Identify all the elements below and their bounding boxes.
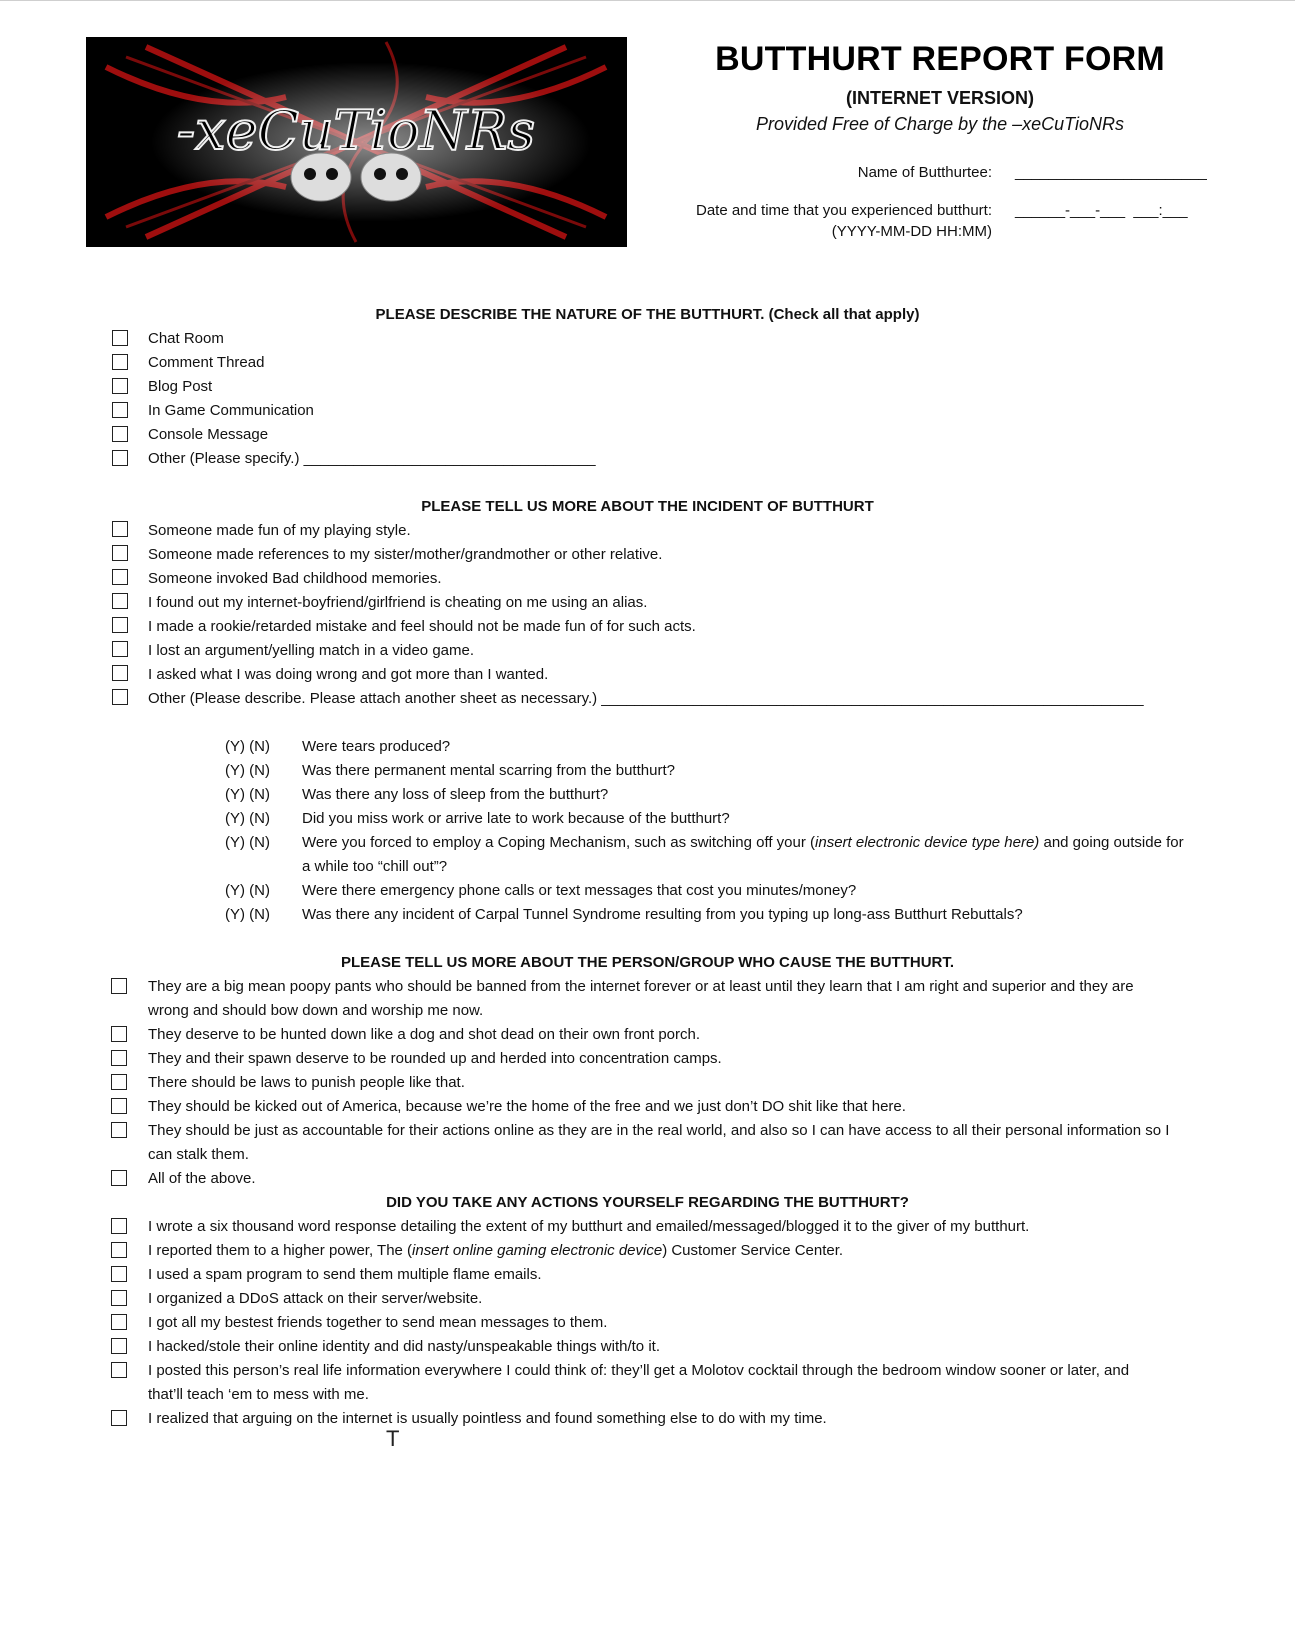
incident-item: I found out my internet-boyfriend/girlfriend is cheating on me using an alias. <box>148 594 648 611</box>
checkbox[interactable] <box>111 978 127 994</box>
option-other: Other (Please specify.) ___________________________________ <box>148 450 596 467</box>
checkbox[interactable] <box>112 617 128 633</box>
reported-italic: insert online gaming electronic device <box>412 1242 663 1259</box>
option-in-game: In Game Communication <box>148 402 314 419</box>
checkbox[interactable] <box>111 1218 127 1234</box>
date-label: Date and time that you experienced butthurt: <box>695 202 992 219</box>
action-item: I wrote a six thousand word response detailing the extent of my butthurt and emailed/messaged/blogged it to the giver of my butthurt. <box>148 1218 1030 1235</box>
yn-question: Was there any incident of Carpal Tunnel Syndrome resulting from you typing up long-ass Butthurt Rebuttals? <box>302 906 1023 923</box>
yn-choice[interactable]: (Y) (N) <box>225 786 270 803</box>
person-item: They are a big mean poopy pants who should be banned from the internet forever or at least until they learn that I am right and superior and they are <box>148 978 1134 995</box>
yn-choice[interactable]: (Y) (N) <box>225 810 270 827</box>
yn-choice[interactable]: (Y) (N) <box>225 762 270 779</box>
form-title: BUTTHURT REPORT FORM <box>715 40 1165 78</box>
checkbox[interactable] <box>111 1314 127 1330</box>
reported-tail: ) Customer Service Center. <box>662 1242 844 1259</box>
logo-text: -xeCuTioNRs <box>176 99 536 162</box>
incident-item: I made a rookie/retarded mistake and feel should not be made fun of for such acts. <box>148 618 696 635</box>
checkbox[interactable] <box>112 569 128 585</box>
checkbox[interactable] <box>112 450 128 466</box>
checkbox[interactable] <box>111 1050 127 1066</box>
checkbox[interactable] <box>111 1074 127 1090</box>
action-item-cont: that’ll teach ‘em to mess with me. <box>148 1386 369 1403</box>
yn-choice[interactable]: (Y) (N) <box>225 906 270 923</box>
checkbox[interactable] <box>111 1098 127 1114</box>
checkbox[interactable] <box>112 378 128 394</box>
form-subtitle: (INTERNET VERSION) <box>845 88 1034 108</box>
coping-paren: ( <box>810 834 816 851</box>
person-item: There should be laws to punish people like that. <box>148 1074 465 1091</box>
text-cursor-icon: T <box>386 1426 400 1451</box>
yn-question: Was there permanent mental scarring from the butthurt? <box>302 762 675 779</box>
person-item: All of the above. <box>148 1170 256 1187</box>
incident-item: I asked what I was doing wrong and got more than I wanted. <box>148 666 549 683</box>
section-actions-heading: DID YOU TAKE ANY ACTIONS YOURSELF REGARDING THE BUTTHURT? <box>386 1194 909 1211</box>
action-item: I hacked/stole their online identity and did nasty/unspeakable things with/to it. <box>148 1338 660 1355</box>
incident-item: Someone made references to my sister/mother/grandmother or other relative. <box>148 546 663 563</box>
person-item-cont: can stalk them. <box>148 1146 249 1163</box>
option-comment-thread: Comment Thread <box>148 354 265 371</box>
incident-item: I lost an argument/yelling match in a video game. <box>148 642 475 659</box>
action-item: I organized a DDoS attack on their server/website. <box>148 1290 483 1307</box>
yn-question: Did you miss work or arrive late to work because of the butthurt? <box>302 810 730 827</box>
action-item: I realized that arguing on the internet is usually pointless and found something else to do with my time. <box>148 1410 827 1427</box>
option-blog-post: Blog Post <box>148 378 213 395</box>
reported-text: I reported them to a higher power, The ( <box>148 1242 413 1259</box>
yn-choice[interactable]: (Y) (N) <box>225 834 270 851</box>
checkbox[interactable] <box>111 1026 127 1042</box>
yn-question: Were tears produced? <box>302 738 451 755</box>
option-console-message: Console Message <box>148 426 269 443</box>
yn-question-coping <box>302 834 1184 851</box>
checkbox[interactable] <box>111 1122 127 1138</box>
checkbox[interactable] <box>112 521 128 537</box>
name-label: Name of Butthurtee: <box>857 164 992 181</box>
person-item: They should be kicked out of America, because we’re the home of the free and we just don’t DO shit like that here. <box>148 1098 906 1115</box>
person-item: They should be just as accountable for their actions online as they are in the real world, and also so I can have access to all their personal information so I <box>148 1122 1170 1139</box>
coping-italic: insert electronic device type here) <box>815 834 1040 851</box>
xecutioners-logo <box>86 37 627 247</box>
coping-tail: and going outside for <box>1039 834 1184 851</box>
yn-question: Was there any loss of sleep from the butthurt? <box>302 786 609 803</box>
yn-question-coping-line2: a while too “chill out”? <box>302 858 448 875</box>
action-item: I used a spam program to send them multiple flame emails. <box>148 1266 542 1283</box>
checkbox[interactable] <box>111 1266 127 1282</box>
section-nature-heading: PLEASE DESCRIBE THE NATURE OF THE BUTTHURT. (Check all that apply) <box>375 306 920 323</box>
checkbox[interactable] <box>112 545 128 561</box>
person-item-cont: wrong and should bow down and worship me now. <box>148 1002 484 1019</box>
person-item: They deserve to be hunted down like a dog and shot dead on their own front porch. <box>148 1026 701 1043</box>
coping-text: Were you forced to employ a Coping Mechanism, such as switching off your <box>302 834 806 851</box>
date-format: (YYYY-MM-DD HH:MM) <box>831 223 992 240</box>
person-item: They and their spawn deserve to be rounded up and herded into concentration camps. <box>148 1050 722 1067</box>
checkbox[interactable] <box>111 1338 127 1354</box>
action-item-reported <box>148 1242 843 1259</box>
checkbox[interactable] <box>112 426 128 442</box>
checkbox[interactable] <box>112 402 128 418</box>
checkbox[interactable] <box>111 1410 127 1426</box>
checkbox[interactable] <box>112 641 128 657</box>
checkbox[interactable] <box>112 689 128 705</box>
checkbox[interactable] <box>111 1290 127 1306</box>
yn-question: Were there emergency phone calls or text messages that cost you minutes/money? <box>302 882 857 899</box>
incident-item: Someone invoked Bad childhood memories. <box>148 570 442 587</box>
checkbox[interactable] <box>112 593 128 609</box>
action-item: I got all my bestest friends together to send mean messages to them. <box>148 1314 608 1331</box>
yn-choice[interactable]: (Y) (N) <box>225 882 270 899</box>
name-field[interactable]: _______________________ <box>1015 164 1207 181</box>
provided-by: Provided Free of Charge by the –xeCuTioNRs <box>755 114 1124 134</box>
checkbox[interactable] <box>112 354 128 370</box>
incident-item: Someone made fun of my playing style. <box>148 522 411 539</box>
date-field[interactable]: ______-___-___ ___:___ <box>1015 202 1188 219</box>
section-incident-heading: PLEASE TELL US MORE ABOUT THE INCIDENT OF BUTTHURT <box>421 498 874 515</box>
action-item: I posted this person’s real life information everywhere I could think of: they’ll get a Molotov cocktail through the bedroom window sooner or later, and <box>148 1362 1130 1379</box>
yn-choice[interactable]: (Y) (N) <box>225 738 270 755</box>
section-person-heading: PLEASE TELL US MORE ABOUT THE PERSON/GROUP WHO CAUSE THE BUTTHURT. <box>340 954 955 971</box>
option-chat-room: Chat Room <box>148 330 224 347</box>
checkbox[interactable] <box>112 665 128 681</box>
checkbox[interactable] <box>111 1242 127 1258</box>
top-border <box>0 0 1295 1</box>
checkbox[interactable] <box>111 1170 127 1186</box>
checkbox[interactable] <box>112 330 128 346</box>
checkbox[interactable] <box>111 1362 127 1378</box>
incident-item-other: Other (Please describe. Please attach another sheet as necessary.) _________________________________________________________________ <box>148 690 1144 707</box>
